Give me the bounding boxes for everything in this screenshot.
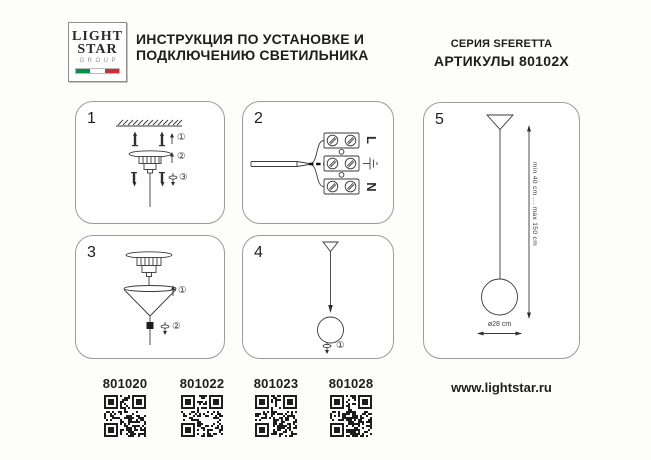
marker-2: ② xyxy=(177,151,186,162)
canopy-cone xyxy=(323,242,338,252)
logo-word-group: GROUP xyxy=(79,58,119,64)
glass-sphere xyxy=(482,279,518,315)
lightstar-logo xyxy=(68,22,127,82)
product-code: 801022 xyxy=(179,376,225,391)
step-2-diagram xyxy=(243,102,393,223)
down-arrow-icon xyxy=(328,305,333,313)
marker-3: ③ xyxy=(179,172,188,183)
qr-code xyxy=(330,395,372,437)
step-1-panel xyxy=(75,101,225,224)
canopy-cone xyxy=(124,286,176,317)
series-name: СЕРИЯ SFERETTA xyxy=(450,38,553,50)
step-number: 4 xyxy=(254,244,263,261)
logo-word-light: LIGHT xyxy=(72,29,123,44)
step-3-panel xyxy=(75,235,225,359)
thumb-screw-icon xyxy=(161,322,169,335)
diameter-label: ø28 cm xyxy=(487,321,512,328)
wires xyxy=(309,141,324,187)
step-number: 2 xyxy=(254,110,263,127)
power-cable xyxy=(251,162,309,167)
canopy-cone xyxy=(487,115,513,130)
product-code: 801023 xyxy=(253,376,299,391)
step-number: 5 xyxy=(435,111,444,128)
step-5-diagram xyxy=(424,103,579,358)
title-line-2: ПОДКЛЮЧЕНИЮ СВЕТИЛЬНИКА xyxy=(136,47,369,63)
italy-flag-icon xyxy=(75,68,120,74)
screw-icon xyxy=(131,172,165,187)
marker-2: ② xyxy=(172,321,181,332)
series-block xyxy=(423,38,580,69)
step-number: 3 xyxy=(87,244,96,261)
terminal-label-live: L xyxy=(364,136,379,144)
product-801020 xyxy=(95,376,155,442)
qr-code xyxy=(181,395,223,437)
marker-1: ① xyxy=(178,285,187,296)
qr-code xyxy=(104,395,146,437)
ground-icon xyxy=(363,158,377,170)
diameter-dimension-arrow xyxy=(477,332,522,336)
series-articles: АРТИКУЛЫ 80102X xyxy=(433,53,570,69)
product-code: 801020 xyxy=(102,376,148,391)
step-5-panel xyxy=(423,102,580,359)
product-801028 xyxy=(321,376,381,442)
step-2-panel xyxy=(242,101,394,224)
anchor-icon xyxy=(132,132,165,147)
terminal-block xyxy=(324,133,359,194)
step-4-diagram xyxy=(243,236,393,358)
step-1-diagram xyxy=(76,102,224,223)
product-801023 xyxy=(246,376,306,442)
page-title xyxy=(136,31,396,63)
thumb-screw-icon xyxy=(169,173,177,186)
product-801022 xyxy=(172,376,232,442)
step-number: 1 xyxy=(87,110,96,127)
title-line-1: ИНСТРУКЦИЯ ПО УСТАНОВКЕ И xyxy=(136,31,365,47)
step-3-diagram xyxy=(76,236,224,358)
website-url: www.lightstar.ru xyxy=(451,380,552,395)
terminal-label-neutral: N xyxy=(364,182,379,192)
logo-word-star: STAR xyxy=(77,42,118,57)
cord-grip-nut xyxy=(147,322,154,329)
step-4-panel xyxy=(242,235,394,359)
mounting-plate xyxy=(129,151,171,207)
qr-code xyxy=(255,395,297,437)
marker-1: ① xyxy=(336,340,345,351)
ceiling-hatch xyxy=(116,120,182,126)
thumb-screw-icon xyxy=(323,342,331,354)
marker-1: ① xyxy=(177,132,186,143)
height-range-label: min 40 cm ... max 150 cm xyxy=(531,162,538,247)
up-arrow-icon xyxy=(170,133,174,163)
product-code: 801028 xyxy=(328,376,374,391)
mounting-plate xyxy=(126,252,172,287)
